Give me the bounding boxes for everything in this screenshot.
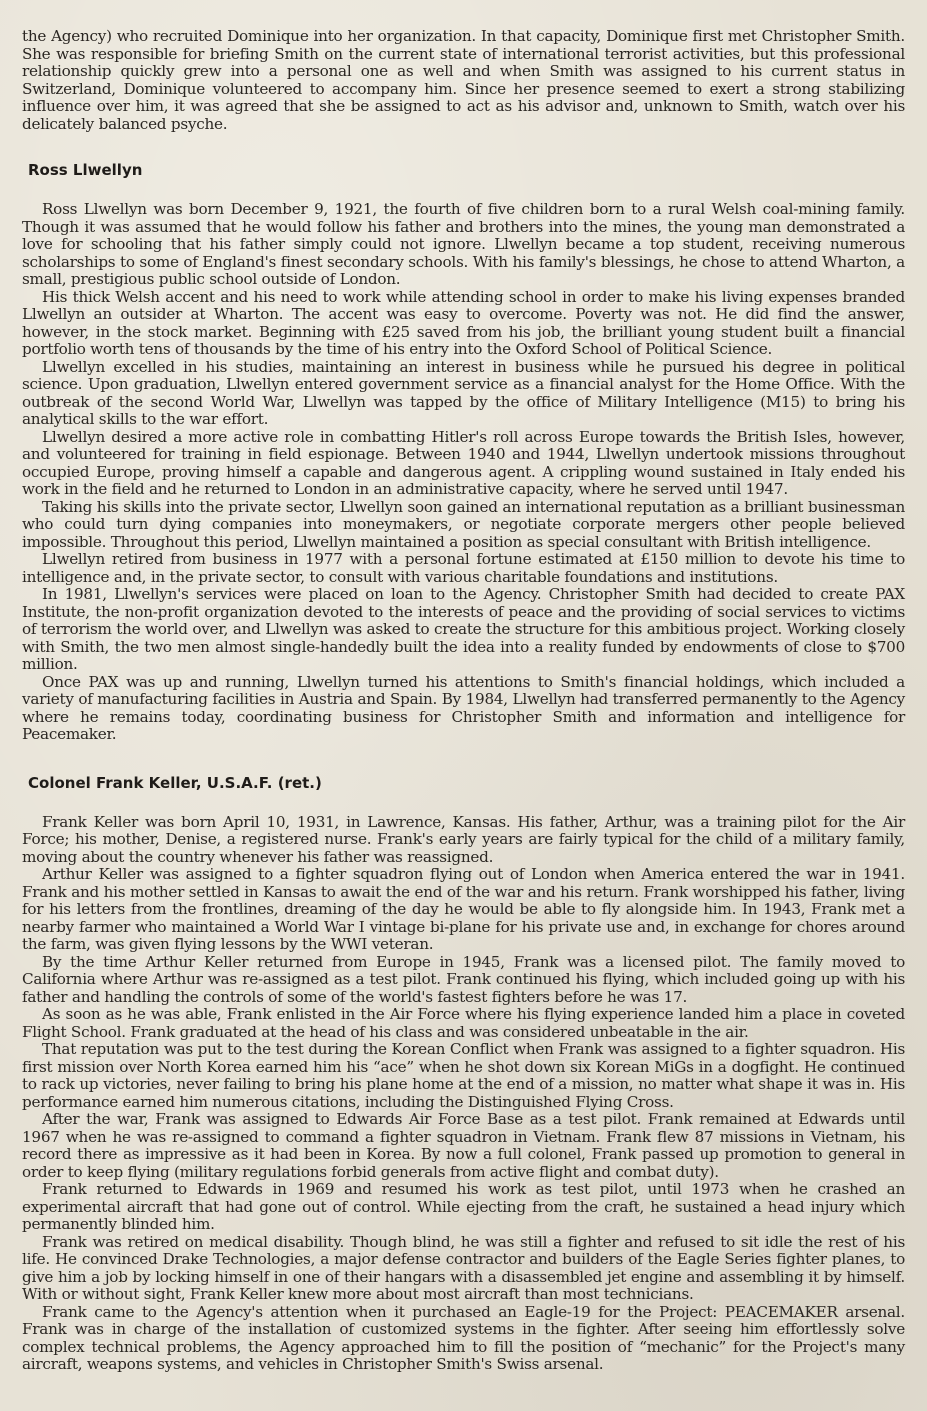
intro-paragraph: the Agency) who recruited Dominique into her organization. In that capacity, Dominique first met Christopher Smith. She was responsible for briefing Smith on the current state of international terrorist activities, but this professional relationship quickly grew into a personal one as well and when Smith was assigned to his current status in Switzerland, Dominique volunteered to accompany him. Since her presence seemed to exert a strong stabilizing influence over him, it was agreed that she be assigned to act as his advisor and, unknown to Smith, watch over his delicately balanced psyche.: [22, 27, 905, 133]
llwellyn-paragraph: Llwellyn retired from business in 1977 with a personal fortune estimated at £150 million to devote his time to intelligence and, in the private sector, to consult with various charitable foundations and institutions.: [22, 550, 905, 586]
keller-paragraph: Frank was retired on medical disability. Though blind, he was still a fighter and refused to sit idle the rest of his life. He convinced Drake Technologies, a major defense contractor and builders of the Eagle Series fighter planes, to give him a job by locking himself in one of their hangars with a disassembled jet engine and assembling it by himself. With or without sight, Frank Keller knew more about most aircraft than most technicians.: [22, 1232, 905, 1303]
keller-paragraph: As soon as he was able, Frank enlisted in the Air Force where his flying experience landed him a place in coveted Flight School. Frank graduated at the head of his class and was considered unbeatable in the air.: [22, 1005, 905, 1041]
keller-paragraph: Frank Keller was born April 10, 1931, in Lawrence, Kansas. His father, Arthur, was a training pilot for the Air Force; his mother, Denise, a registered nurse. Frank's early years are fairly typical for the child of a military family, moving about the country whenever his father was reassigned.: [22, 812, 905, 866]
document-page: [22, 28, 905, 1388]
llwellyn-paragraph: In 1981, Llwellyn's services were placed on loan to the Agency. Christopher Smith had decided to create PAX Institute, the non-profit organization devoted to the interests of peace and the providing of social services to victims of terrorism the world over, and Llwellyn was asked to create the structure for this ambitious project. Working closely with Smith, the two men almost single-handedly built the idea into a reality funded by endowments of close to $700 million.: [22, 585, 905, 673]
llwellyn-paragraph: Once PAX was up and running, Llwellyn turned his attentions to Smith's financial holdings, which included a variety of manufacturing facilities in Austria and Spain. By 1984, Llwellyn had transferred permanently to the Agency where he remains today, coordinating business for Christopher Smith and information and intelligence for Peacemaker.: [22, 672, 905, 743]
llwellyn-paragraph: Taking his skills into the private sector, Llwellyn soon gained an international reputation as a brilliant businessman who could turn dying companies into moneymakers, or negotiate corporate mergers other people believed impossible. Throughout this period, Llwellyn maintained a position as special consultant with British intelligence.: [22, 497, 905, 551]
keller-paragraph: By the time Arthur Keller returned from Europe in 1945, Frank was a licensed pilot. The family moved to California where Arthur was re-assigned as a test pilot. Frank continued his flying, which included going up with his father and handling the controls of some of the world's fastest fighters before he was 17.: [22, 952, 905, 1006]
llwellyn-paragraph: Ross Llwellyn was born December 9, 1921, the fourth of five children born to a rural Welsh coal-mining family. Though it was assumed that he would follow his father and brothers into the mines, the young man demonstrated a love for schooling that his father simply could not ignore. Llwellyn became a top student, receiving numerous scholarships to some of England's finest secondary schools. With his family's blessings, he chose to attend Wharton, a small, prestigious public school outside of London.: [22, 200, 905, 288]
keller-paragraph: Frank returned to Edwards in 1969 and resumed his work as test pilot, until 1973 when he crashed an experimental aircraft that had gone out of control. While ejecting from the craft, he sustained a head injury which permanently blinded him.: [22, 1180, 905, 1233]
llwellyn-paragraph: Llwellyn excelled in his studies, maintaining an interest in business while he pursued his degree in political science. Upon graduation, Llwellyn entered government service as a financial analyst for the Home Office. With the outbreak of the second World War, Llwellyn was tapped by the office of Military Intelligence (M15) to bring his analytical skills to the war effort.: [22, 357, 905, 428]
keller-paragraph: Arthur Keller was assigned to a fighter squadron flying out of London when America entered the war in 1941. Frank and his mother settled in Kansas to await the end of the war and his return. Frank worshipped his father, living for his letters from the frontlines, dreaming of the day he would be able to fly alongside him. In 1943, Frank met a nearby farmer who maintained a World War I vintage bi-plane for his private use and, in exchange for chores around the farm, was given flying lessons by the WWI veteran.: [22, 865, 905, 953]
llwellyn-paragraph: Llwellyn desired a more active role in combatting Hitler's roll across Europe towards the British Isles, however, and volunteered for training in field espionage. Between 1940 and 1944, Llwellyn undertook missions throughout occupied Europe, proving himself a capable and dangerous agent. A crippling wound sustained in Italy ended his work in the field and he returned to London in an administrative capacity, where he served until 1947.: [22, 427, 905, 498]
section-heading-llwellyn: Ross Llwellyn: [28, 161, 143, 179]
keller-paragraph: After the war, Frank was assigned to Edwards Air Force Base as a test pilot. Frank remained at Edwards until 1967 when he was re-assigned to command a fighter squadron in Vietnam. Frank flew 87 missions in Vietnam, his record there as impressive as it had been in Korea. By now a full colonel, Frank passed up promotion to general in order to keep flying (military regulations forbid generals from active flight and combat duty).: [22, 1110, 905, 1181]
keller-paragraph: That reputation was put to the test during the Korean Conflict when Frank was assigned to a fighter squadron. His first mission over North Korea earned him his “ace” when he shot down six Korean MiGs in a dogfight. He continued to rack up victories, never failing to bring his plane home at the end of a mission, no matter what shape it was in. His performance earned him numerous citations, including the Distinguished Flying Cross.: [22, 1040, 905, 1111]
keller-paragraph: Frank came to the Agency's attention when it purchased an Eagle-19 for the Project: PEACEMAKER arsenal. Frank was in charge of the installation of customized systems in the fighter. After seeing him effortlessly solve complex technical problems, the Agency approached him to fill the position of “mechanic” for the Project's many aircraft, weapons systems, and vehicles in Christopher Smith's Swiss arsenal.: [22, 1302, 905, 1373]
section-heading-keller: Colonel Frank Keller, U.S.A.F. (ret.): [28, 773, 322, 792]
llwellyn-paragraph: His thick Welsh accent and his need to work while attending school in order to make his living expenses branded Llwellyn an outsider at Wharton. The accent was easy to overcome. Poverty was not. He did find the answer, however, in the stock market. Beginning with £25 saved from his job, the brilliant young student built a financial portfolio worth tens of thousands by the time of his entry into the Oxford School of Political Science.: [22, 287, 905, 358]
